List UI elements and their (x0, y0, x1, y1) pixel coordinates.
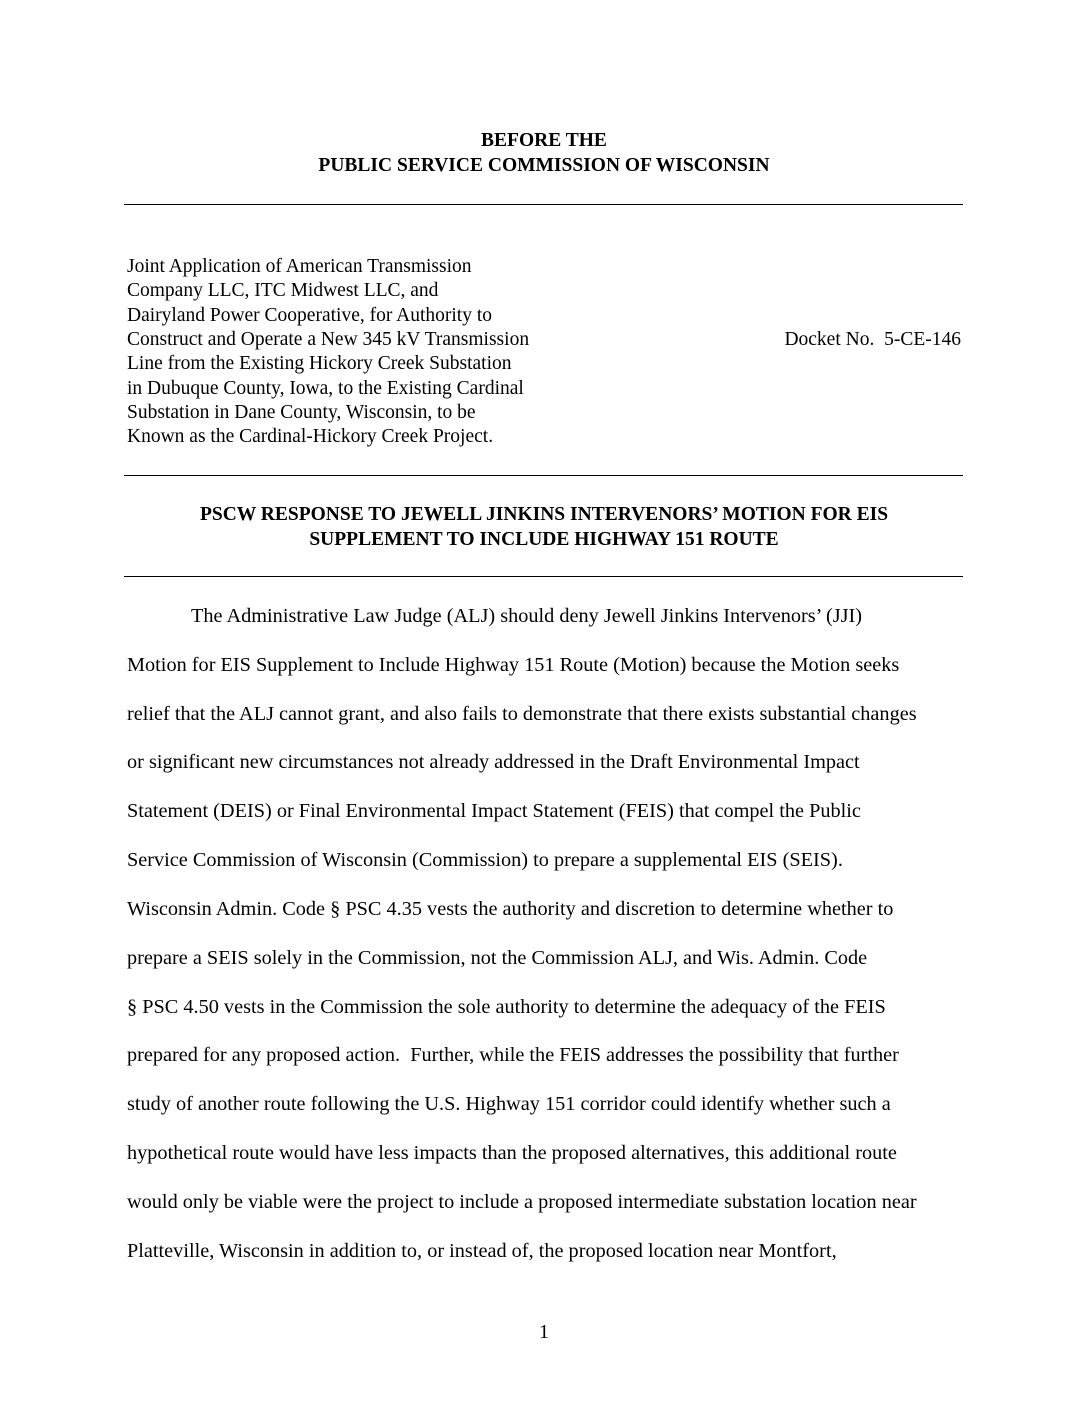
divider (124, 204, 963, 205)
caption-line: Substation in Dane County, Wisconsin, to be (127, 402, 476, 423)
body-line: Wisconsin Admin. Code § PSC 4.35 vests the authority and discretion to determine whether to (127, 898, 894, 920)
divider (124, 475, 963, 476)
body-line: would only be viable were the project to include a proposed intermediate substation location near (127, 1191, 917, 1213)
body-line: prepare a SEIS solely in the Commission, not the Commission ALJ, and Wis. Admin. Code (127, 947, 868, 969)
page-number: 1 (539, 1321, 549, 1343)
body-line: Service Commission of Wisconsin (Commission) to prepare a supplemental EIS (SEIS). (127, 849, 843, 871)
court-heading-line1: BEFORE THE (481, 130, 607, 151)
body-line: prepared for any proposed action. Further, while the FEIS addresses the possibility that further (127, 1044, 899, 1066)
body-line: Statement (DEIS) or Final Environmental Impact Statement (FEIS) that compel the Public (127, 800, 861, 822)
court-heading-line2: PUBLIC SERVICE COMMISSION OF WISCONSIN (318, 155, 770, 176)
caption-line: in Dubuque County, Iowa, to the Existing Cardinal (127, 378, 524, 399)
caption-line: Company LLC, ITC Midwest LLC, and (127, 280, 439, 301)
body-line: or significant new circumstances not already addressed in the Draft Environmental Impact (127, 751, 860, 773)
caption-line: Known as the Cardinal-Hickory Creek Project. (127, 426, 494, 447)
caption-line: Joint Application of American Transmission (127, 256, 472, 277)
body-line: hypothetical route would have less impacts than the proposed alternatives, this additional route (127, 1142, 897, 1164)
caption-line: Construct and Operate a New 345 kV Transmission (127, 329, 530, 350)
document-title-line1: PSCW RESPONSE TO JEWELL JINKINS INTERVENORS’ MOTION FOR EIS (199, 504, 889, 525)
caption-line: Line from the Existing Hickory Creek Substation (127, 353, 512, 374)
body-line: relief that the ALJ cannot grant, and also fails to demonstrate that there exists substantial changes (127, 703, 917, 725)
divider (124, 576, 963, 577)
body-line: Platteville, Wisconsin in addition to, or instead of, the proposed location near Montfort, (127, 1240, 837, 1262)
body-line: § PSC 4.50 vests in the Commission the sole authority to determine the adequacy of the FEIS (127, 996, 886, 1018)
body-line: The Administrative Law Judge (ALJ) should deny Jewell Jinkins Intervenors’ (JJI) (191, 605, 863, 627)
body-line: Motion for EIS Supplement to Include Highway 151 Route (Motion) because the Motion seeks (127, 654, 900, 676)
docket-number: Docket No. 5-CE-146 (784, 329, 961, 350)
body-line: study of another route following the U.S. Highway 151 corridor could identify whether such a (127, 1093, 891, 1115)
document-title-line2: SUPPLEMENT TO INCLUDE HIGHWAY 151 ROUTE (309, 529, 779, 550)
caption-line: Dairyland Power Cooperative, for Authority to (127, 305, 493, 326)
